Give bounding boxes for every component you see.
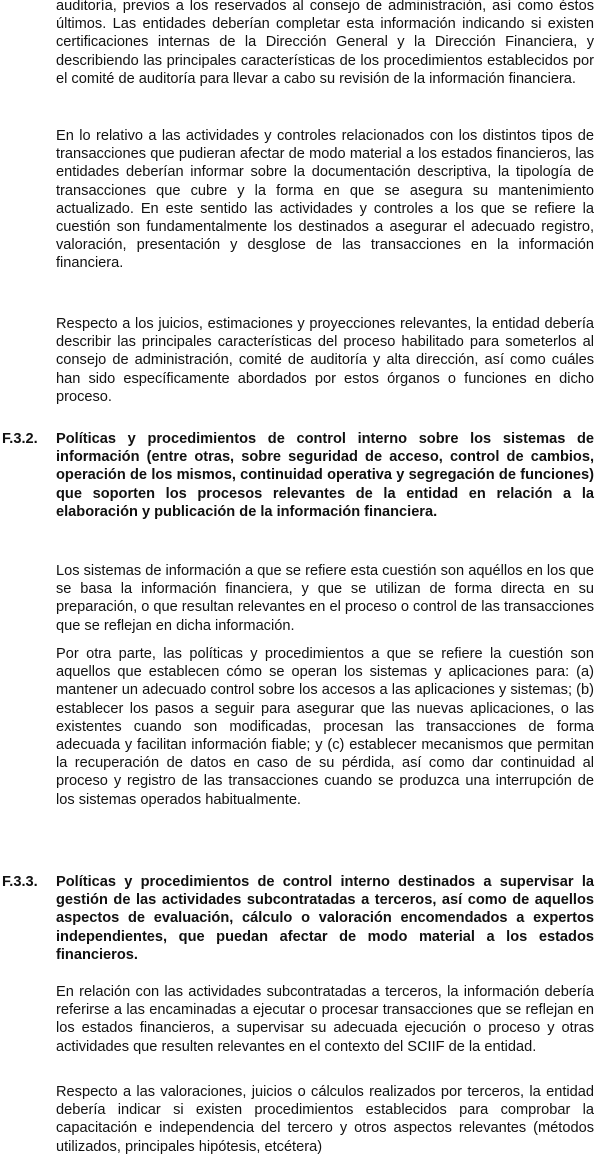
paragraph-policies-procedures: Por otra parte, las políticas y procedimientos a que se refiere la cuestión son aquellos que establecen cómo se operan los sistemas y aplicaciones para: (a) mantener un adecuado control sobre los accesos a las aplicaciones y sistemas; (b) establecer los pasos a seguir para asegurar que las nuevas aplicaciones, o las existentes cuando son modificadas, procesan las transacciones de forma adecuada y facilitan información fiable; y (c) establecer mecanismos que permitan la recuperación de datos en caso de su pérdida, así como dar continuidad al proceso y registro de las transacciones cuando se produzca una interrupción de los sistemas operados habitualmente. (56, 646, 594, 808)
section-number: F.3.2. (2, 431, 38, 447)
paragraph-third-party-valuations: Respecto a las valoraciones, juicios o cálculos realizados por terceros, la entidad debería indicar si existen procedimientos establecidos para comprobar la capacitación e independencia del tercero y otros aspectos relevantes (métodos utilizados, principales hipótesis, etcétera) (56, 1084, 594, 1155)
paragraph-judgments-estimates: Respecto a los juicios, estimaciones y proyecciones relevantes, la entidad debería describir las principales características del proceso habilitado para someterlos al consejo de administración, comité de auditoría y alta dirección, así como cuáles han sido específicamente abordados por estos órganos o funciones en dicho proceso. (56, 316, 594, 405)
paragraph-audit-review: auditoría, previos a los reservados al consejo de administración, así como éstos últimos. Las entidades deberían completar esta información indicando si existen certificaciones internas de la Dirección General y la Dirección Financiera, y describiendo las principales características de los procedimientos establecidos por el comité de auditoría para llevar a cabo su revisión de la información financiera. (56, 0, 594, 87)
paragraph-subcontracted-activities: En relación con las actividades subcontratadas a terceros, la información debería referirse a las encaminadas a ejecutar o procesar transacciones que se reflejan en los estados financieros, a supervisar su adecuada ejecución o proceso y otras actividades que resulten relevantes en el contexto del SCIIF de la entidad. (56, 984, 594, 1055)
section-heading: Políticas y procedimientos de control interno sobre los sistemas de información (entre otras, sobre seguridad de acceso, control de cambios, operación de los mismos, continuidad operativa y segregación de funciones) que soporten los procesos relevantes de la entidad en relación a la elaboración y publicación de la información financiera. (56, 431, 594, 520)
section-number: F.3.3. (2, 874, 38, 890)
paragraph-transaction-controls: En lo relativo a las actividades y controles relacionados con los distintos tipos de transacciones que pudieran afectar de modo material a los estados financieros, las entidades deberían informar sobre la documentación descriptiva, la tipología de transacciones que cubre y la forma en que se asegura su mantenimiento actualizado. En este sentido las actividades y controles a los que se refiere la cuestión son fundamentalmente los destinados a asegurar el adecuado registro, valoración, presentación y desglose de las transacciones en la información financiera. (56, 128, 594, 272)
paragraph-information-systems: Los sistemas de información a que se refiere esta cuestión son aquéllos en los que se basa la información financiera, y que se utilizan de forma directa en su preparación, o que resultan relevantes en el proceso o control de las transacciones que se reflejan en dicha información. (56, 563, 594, 634)
section-heading: Políticas y procedimientos de control interno destinados a supervisar la gestión de las actividades subcontratadas a terceros, así como de aquellos aspectos de evaluación, cálculo o valoración encomendados a expertos independientes, que puedan afectar de modo material a los estados financieros. (56, 874, 594, 963)
